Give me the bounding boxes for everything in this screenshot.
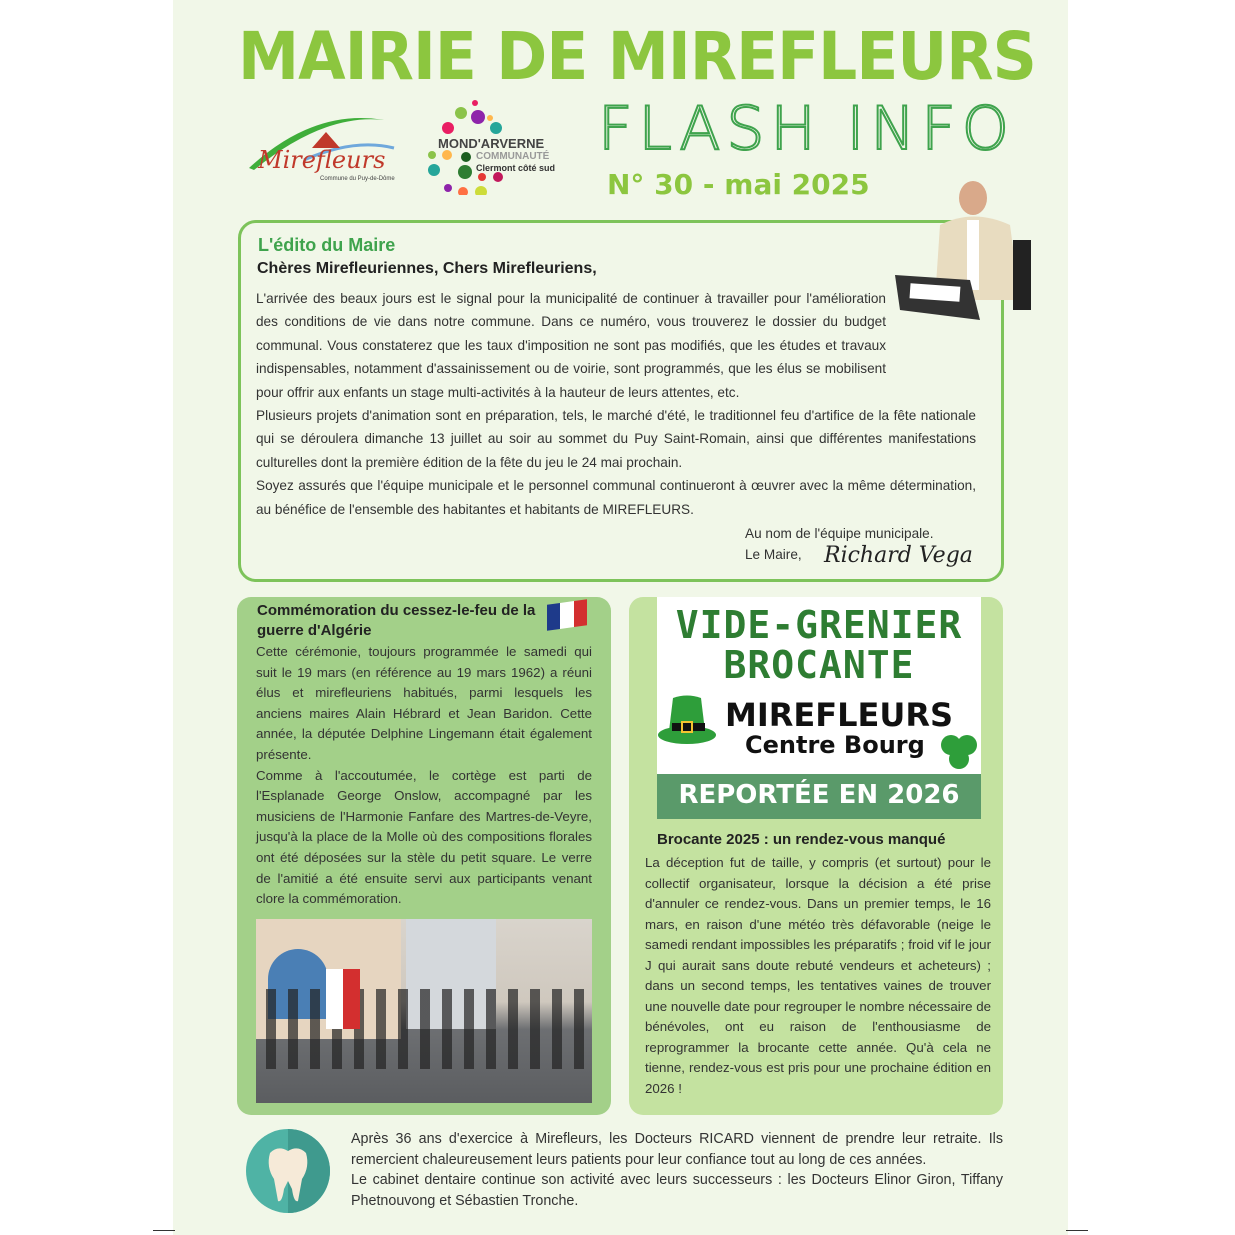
- poster-banner-text: REPORTÉE EN 2026: [678, 780, 960, 810]
- commemoration-heading: Commémoration du cessez-le-feu de la guerre d'Algérie: [257, 602, 536, 639]
- commemoration-paragraph: Comme à l'accoutumée, le cortège est parti de l'Esplanade George Onslow, accompagné par les musiciens de l'Harmonie Fanfare des Martres-de-Veyre, jusqu'à la place de la Molle où des compositions florales ont été déposées sur la stèle du petit square. Le verre de l'amitié a été ensuite servi aux participants venant clore la commémoration.: [256, 767, 592, 907]
- poster-line3: MIREFLEURS: [725, 696, 954, 734]
- mirefleurs-logo-text: Mirefleurs: [258, 146, 386, 174]
- edito-paragraph: L'arrivée des beaux jours est le signal pour la municipalité de continuer à travailler pour l'amélioration des conditions de vie dans notre commune. Dans ce numéro, vous trouverez le dossier du budget communal. Vous constaterez que les taux d'imposition ne sont pas modifiés, que les études et travaux indispensables, notamment d'assainissement ou de voirie, sont programmés, que les élus se mobilisent pour offrir aux enfants un stage multi-activités à la hauteur de leurs attentes, etc.: [256, 291, 886, 400]
- newsletter-subtitle: FLASH INFO: [598, 94, 1015, 164]
- issue-number: N° 30 - mai 2025: [607, 168, 870, 201]
- edito-text: [256, 287, 976, 521]
- tooth-icon: [246, 1129, 330, 1213]
- crop-mark: [153, 1230, 175, 1231]
- edito-paragraph: Soyez assurés que l'équipe municipale et le personnel communal continueront à œuvrer avec la même détermination, au bénéfice de l'ensemble des habitantes et habitants de MIREFLEURS.: [256, 478, 976, 517]
- mayor-signature: Richard Vega: [824, 543, 973, 568]
- dentists-text: [351, 1129, 1003, 1211]
- dentists-paragraph: Après 36 ans d'exercice à Mirefleurs, les Docteurs RICARD viennent de prendre leur retraite. Ils remercient chaleureusement leurs patients pour leur confiance tout au long de ces années.: [351, 1131, 1003, 1168]
- mondarverne-sub1: COMMUNAUTÉ: [476, 151, 550, 162]
- edito-closing: Au nom de l'équipe municipale.: [745, 526, 934, 541]
- mirefleurs-logo-subtext: Commune du Puy-de-Dôme: [320, 176, 395, 182]
- mondarverne-logo: [428, 100, 568, 195]
- clover-icon: [933, 727, 981, 777]
- edito-salutation: Chères Mirefleuriennes, Chers Mirefleuriens,: [257, 260, 597, 277]
- page-title: MAIRIE DE MIREFLEURS: [238, 18, 1036, 95]
- brocante-text: La déception fut de taille, y compris (et surtout) pour le collectif organisateur, lorsque la décision a été prise d'annuler ce rendez-vous. Dans un premier temps, le 16 mars, en raison d'une météo très défavorable (neige le samedi rendant impossibles les préparatifs ; froid vif le jour J qui aurait sans doute rebuté vendeurs et acheteurs) ; dans un second temps, les tentatives vaines de trouver une nouvelle date pour regrouper le nombre nécessaire de bénévoles, ont eu raison de l'enthousiasme de reprogrammer la brocante cette année. Qu'à cela ne tienne, rendez-vous est pris pour une prochaine édition en 2026 !: [645, 855, 991, 1096]
- ceremony-photo: [256, 919, 592, 1103]
- edito-heading: L'édito du Maire: [258, 235, 396, 255]
- mirefleurs-logo: [244, 108, 399, 188]
- poster-line1: VIDE-GRENIER: [675, 603, 963, 647]
- brocante-heading: Brocante 2025 : un rendez-vous manqué: [657, 831, 946, 848]
- commemoration-paragraph: Cette cérémonie, toujours programmée le samedi qui suit le 19 mars (en référence au 19 mars 1962) a réuni élus et mirefleuriens habitués, parmi lesquels les anciens maires Alain Hébrard et Jean Baridon. Cette année, la députée Delphine Lingemann était également présente.: [256, 644, 592, 762]
- crop-mark: [1066, 1230, 1088, 1231]
- edito-paragraph: Plusieurs projets d'animation sont en préparation, tels, le marché d'été, le traditionnel feu d'artifice de la fête nationale qui se déroulera dimanche 13 juillet au soir au sommet du Puy Saint-Romain, ainsi que différentes manifestations culturelles dont la première édition de la fête du jeu le 24 mai prochain.: [256, 408, 976, 470]
- poster-line4: Centre Bourg: [745, 731, 925, 759]
- commemoration-text: [256, 642, 592, 910]
- mondarverne-name: MOND'ARVERNE: [438, 136, 545, 151]
- edito-signer: Le Maire,: [745, 547, 802, 562]
- brocante-poster: [657, 597, 981, 819]
- leprechaun-hat-icon: [657, 693, 717, 749]
- mondarverne-sub2: Clermont côté sud: [476, 163, 556, 173]
- poster-line2: BROCANTE: [723, 643, 915, 687]
- dentists-paragraph: Le cabinet dentaire continue son activité avec leurs successeurs : les Docteurs Elinor Giron, Tiffany Phetnouvong et Sébastien Tronche.: [351, 1172, 1003, 1209]
